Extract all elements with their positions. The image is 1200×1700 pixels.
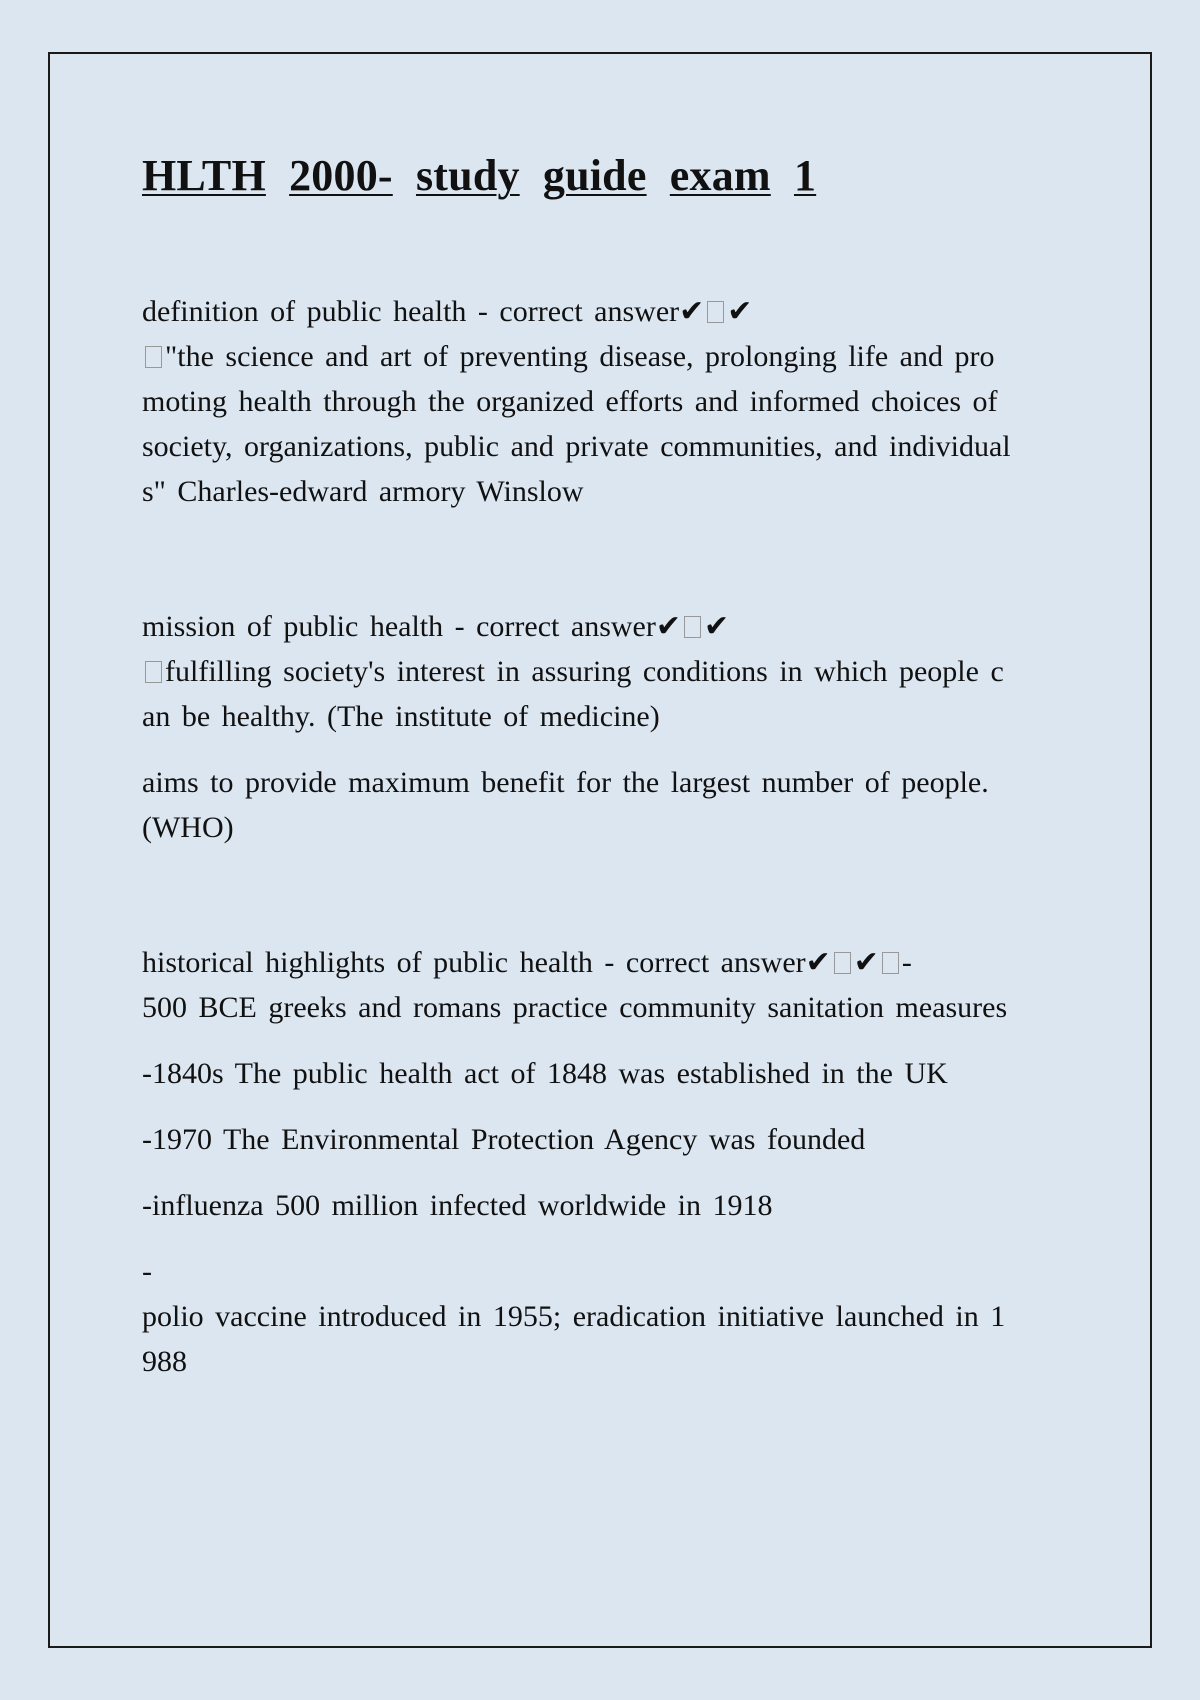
list-item: -1840s The public health act of 1848 was established in the UK xyxy=(142,1056,948,1090)
body-line: society, organizations, public and private communities, and individual xyxy=(142,429,1011,463)
list-item: -influenza 500 million infected worldwide in 1918 xyxy=(142,1188,773,1222)
check-icon: ✔ xyxy=(679,294,705,328)
document-body xyxy=(142,150,1072,1384)
body-line: fulfilling society's interest in assuring conditions in which people c xyxy=(142,649,1072,694)
body-line: aims to provide maximum benefit for the largest number of people. xyxy=(142,765,989,799)
body-line: moting health through the organized efforts and informed choices of xyxy=(142,384,998,418)
section-history xyxy=(142,940,1072,1384)
title-word: 1 xyxy=(793,151,817,200)
body-line: (WHO) xyxy=(142,810,234,844)
title-word: exam xyxy=(669,151,771,200)
title-word: study xyxy=(415,151,520,200)
section-mission xyxy=(142,604,1072,850)
missing-glyph-box-icon xyxy=(834,952,851,974)
body-line: an be healthy. (The institute of medicine) xyxy=(142,699,660,733)
page-title xyxy=(142,150,1072,203)
body-line: 500 BCE greeks and romans practice community sanitation measures xyxy=(142,990,1008,1024)
section-heading: historical highlights of public health - correct answer✔ ✔ - xyxy=(142,945,912,979)
list-item: polio vaccine introduced in 1955; eradication initiative launched in 1 xyxy=(142,1299,1006,1333)
missing-glyph-box-icon xyxy=(707,301,724,323)
body-line: s" Charles-edward armory Winslow xyxy=(142,474,584,508)
section-heading: definition of public health - correct answer✔ ✔ xyxy=(142,294,753,328)
title-word: guide xyxy=(542,151,647,200)
list-item: -1970 The Environmental Protection Agency was founded xyxy=(142,1122,866,1156)
check-icon: ✔ xyxy=(727,294,753,328)
missing-glyph-box-icon xyxy=(684,616,701,638)
check-icon: ✔ xyxy=(853,945,879,979)
missing-glyph-box-icon xyxy=(882,952,899,974)
section-definition xyxy=(142,289,1072,514)
body-line: "the science and art of preventing disease, prolonging life and pro xyxy=(142,334,1072,379)
missing-glyph-box-icon xyxy=(145,346,162,368)
check-icon: ✔ xyxy=(805,945,831,979)
section-heading: mission of public health - correct answer✔ ✔ xyxy=(142,609,730,643)
missing-glyph-box-icon xyxy=(145,661,162,683)
check-icon: ✔ xyxy=(703,609,730,643)
list-item-dash: - xyxy=(142,1254,152,1288)
check-icon: ✔ xyxy=(655,609,681,643)
title-word: HLTH xyxy=(142,151,266,200)
list-item: 988 xyxy=(142,1344,187,1378)
title-word: 2000- xyxy=(289,151,393,200)
